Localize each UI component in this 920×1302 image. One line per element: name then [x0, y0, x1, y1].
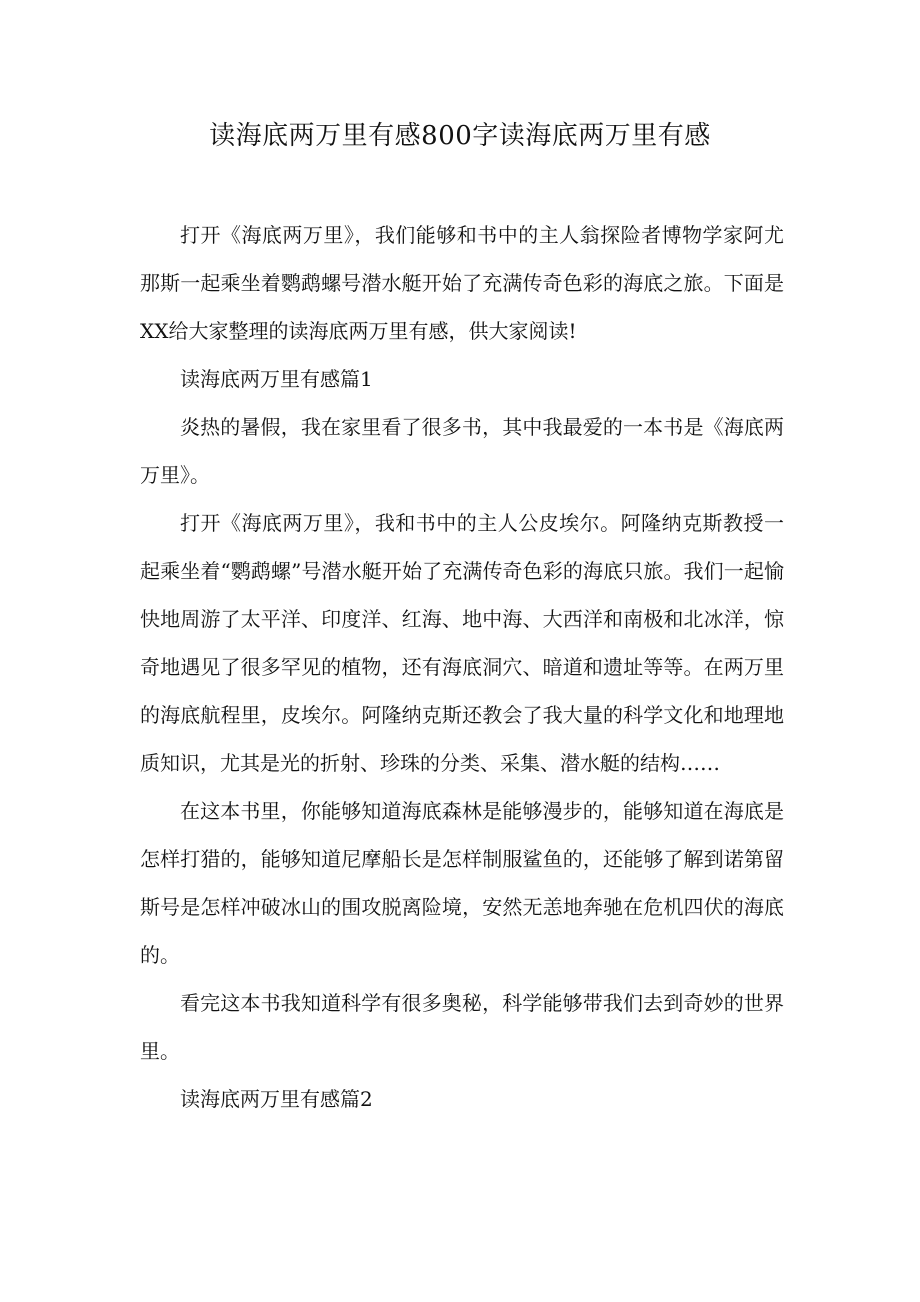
article-body [140, 211, 784, 1123]
paragraph: 炎热的暑假，我在家里看了很多书，其中我最爱的一本书是《海底两万里》。 [140, 415, 784, 487]
paragraph: 打开《海底两万里》，我和书中的主人公皮埃尔。阿隆纳克斯教授一起乘坐着“鹦鹉螺”号潜水艇开始了充满传奇色彩的海底只旅。我们一起愉快地周游了太平洋、印度洋、红海、地中海、大西洋和南极和北冰洋，惊奇地遇见了很多罕见的植物，还有海底洞穴、暗道和遗址等等。在两万里的海底航程里，皮埃尔。阿隆纳克斯还教会了我大量的科学文化和地理地质知识，尤其是光的折射、珍珠的分类、采集、潜水艇的结构…… [140, 511, 784, 775]
section-heading-2: 读海底两万里有感篇2 [180, 1087, 373, 1111]
paragraph: 看完这本书我知道科学有很多奥秘，科学能够带我们去到奇妙的世界里。 [140, 991, 784, 1063]
paragraph-intro: 打开《海底两万里》，我们能够和书中的主人翁探险者博物学家阿尤那斯一起乘坐着鹦鹉螺号潜水艇开始了充满传奇色彩的海底之旅。下面是XX给大家整理的读海底两万里有感，供大家阅读! [140, 223, 784, 343]
page-title: 读海底两万里有感800字读海底两万里有感 [209, 121, 711, 151]
section-heading-1: 读海底两万里有感篇1 [180, 367, 373, 391]
paragraph: 在这本书里，你能够知道海底森林是能够漫步的，能够知道在海底是怎样打猎的，能够知道尼摩船长是怎样制服鲨鱼的，还能够了解到诺第留斯号是怎样冲破冰山的围攻脱离险境，安然无恙地奔驰在危机四伏的海底的。 [140, 799, 784, 967]
